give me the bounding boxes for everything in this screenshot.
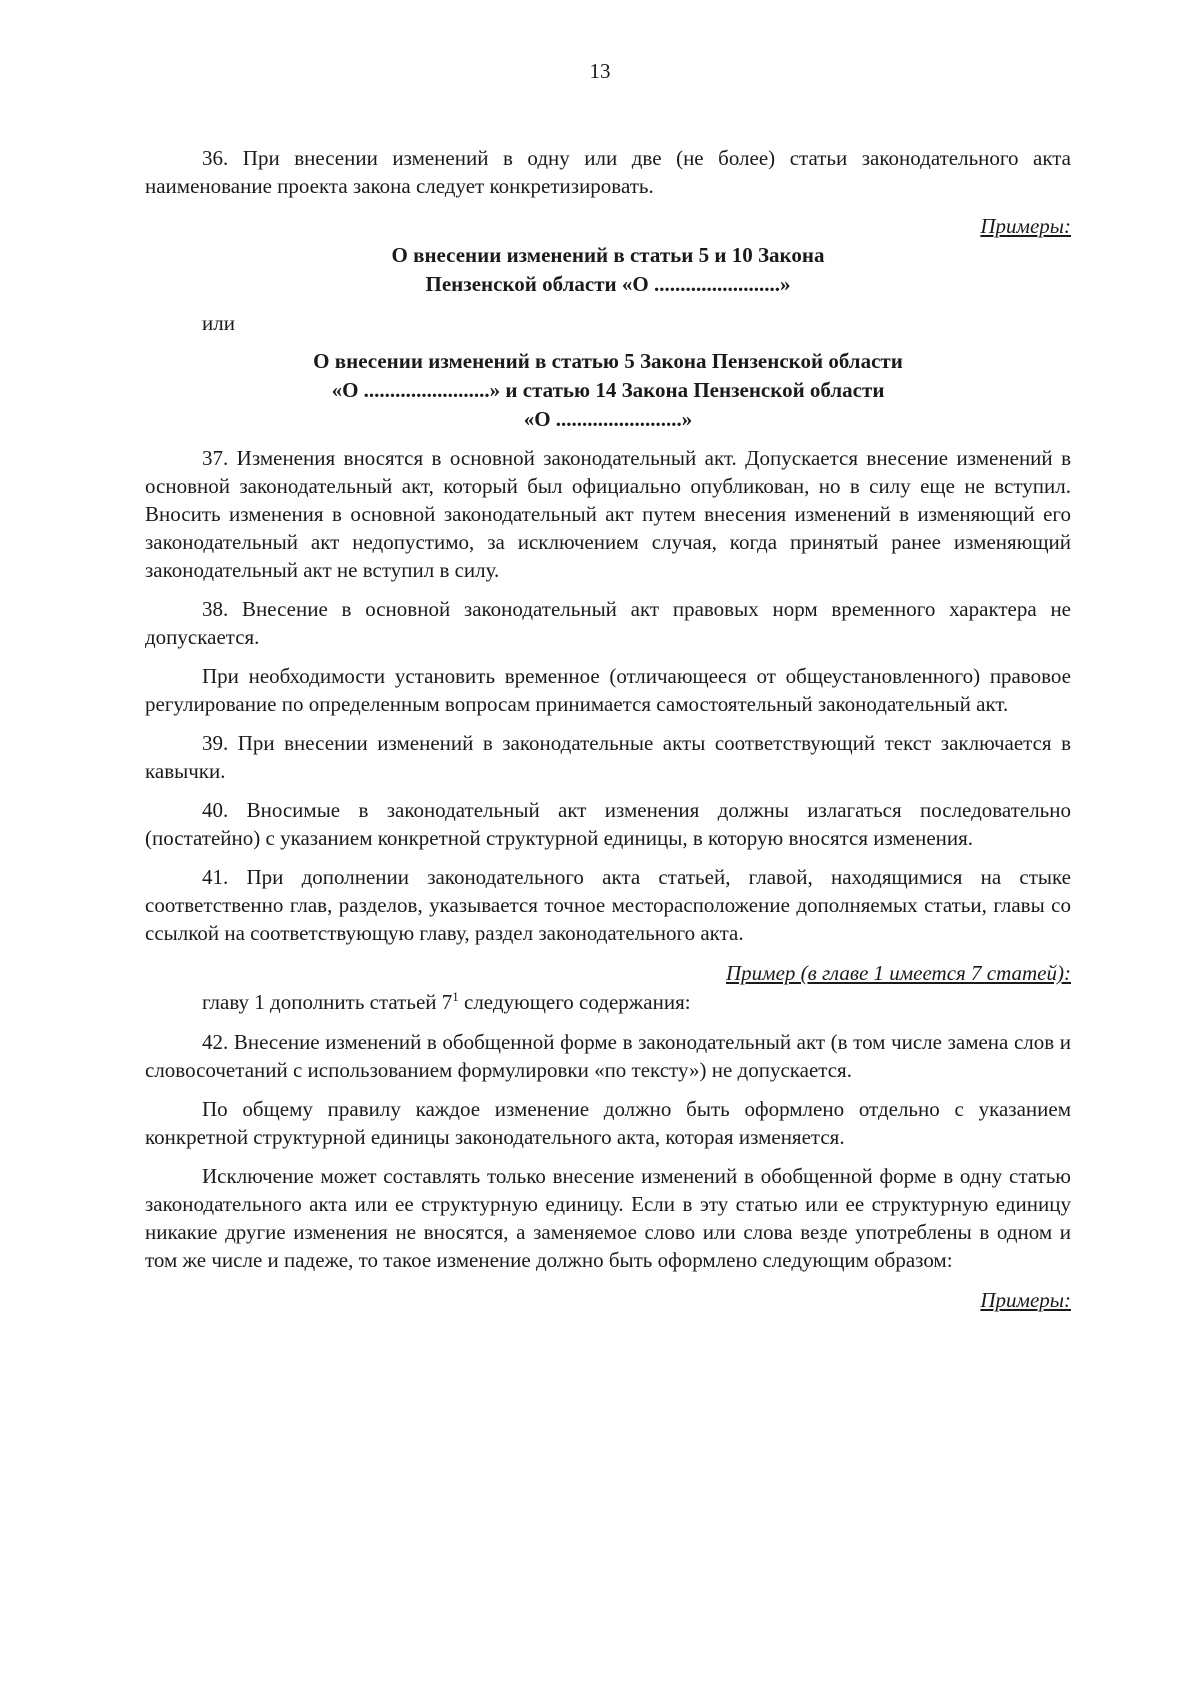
- example-title-2-line-1: О внесении изменений в статью 5 Закона Пензенской области: [313, 349, 903, 373]
- example-label-chapter: Пример (в главе 1 имеется 7 статей):: [726, 961, 1071, 985]
- example-title-2-line-2: «О ........................» и статью 14 Закона Пензенской области: [331, 378, 885, 402]
- paragraph-42: 42. Внесение изменений в обобщенной форме в законодательный акт (в том числе замена слов и словосочетаний с использованием формулировки «по тексту») не допускается.: [145, 1030, 1071, 1082]
- example-title-2-line-3: «О ........................»: [523, 407, 693, 431]
- paragraph-40: 40. Вносимые в законодательный акт изменения должны излагаться последовательно (постатейно) с указанием конкретной структурной единицы, в которую вносятся изменения.: [145, 798, 1071, 850]
- paragraph-42-exception: Исключение может составлять только внесение изменений в обобщенной форме в одну статью законодательного акта или ее структурную единицу. Если в эту статью или ее структурную единицу никакие другие изменения не вносятся, а заменяемое слово или слова везде употреблены в одном и том же числе и падеже, то такое изменение должно быть оформлено следующим образом:: [145, 1164, 1071, 1272]
- paragraph-38: 38. Внесение в основной законодательный акт правовых норм временного характера не допускается.: [145, 597, 1071, 649]
- paragraph-38-continued: При необходимости установить временное (отличающееся от общеустановленного) правовое регулирование по определенным вопросам принимается самостоятельный законодательный акт.: [145, 664, 1071, 716]
- paragraph-37: 37. Изменения вносятся в основной законодательный акт. Допускается внесение изменений в основной законодательный акт, который был официально опубликован, но в силу еще не вступил. Вносить изменения в основной законодательный акт путем внесения изменений в изменяющий его законодательный акт недопустимо, за исключением случая, когда принятый ранее изменяющий законодательный акт не вступил в силу.: [145, 446, 1071, 582]
- chapter-line-tail: следующего содержания:: [458, 990, 691, 1014]
- paragraph-36: 36. При внесении изменений в одну или две (не более) статьи законодательного акта наименование проекта закона следует конкретизировать.: [145, 146, 1071, 198]
- chapter-amendment-line: [145, 988, 1071, 1016]
- page-number: 13: [589, 59, 611, 83]
- example-title-1: [145, 241, 1071, 299]
- paragraph-42-rule: По общему правилу каждое изменение должно быть оформлено отдельно с указанием конкретной структурной единицы законодательного акта, которая изменяется.: [145, 1097, 1071, 1149]
- chapter-line-superscript: 1: [452, 989, 459, 1004]
- example-title-1-line-1: О внесении изменений в статьи 5 и 10 Закона: [391, 243, 825, 267]
- paragraph-41: 41. При дополнении законодательного акта статьей, главой, находящимися на стыке соответственно глав, разделов, указывается точное месторасположение дополняемых статьи, главы со ссылкой на соответствующую главу, раздел законодательного акта.: [145, 865, 1071, 945]
- examples-label: Примеры:: [980, 214, 1071, 238]
- example-title-1-line-2: Пензенской области «О ........................»: [425, 272, 791, 296]
- chapter-line-text: главу 1 дополнить статьей 7: [202, 990, 453, 1014]
- paragraph-39: 39. При внесении изменений в законодательные акты соответствующий текст заключается в кавычки.: [145, 731, 1071, 783]
- example-title-2: [145, 347, 1071, 434]
- examples-label-bottom: Примеры:: [980, 1288, 1071, 1312]
- document-body: [145, 144, 1071, 1315]
- or-word: или: [202, 311, 235, 335]
